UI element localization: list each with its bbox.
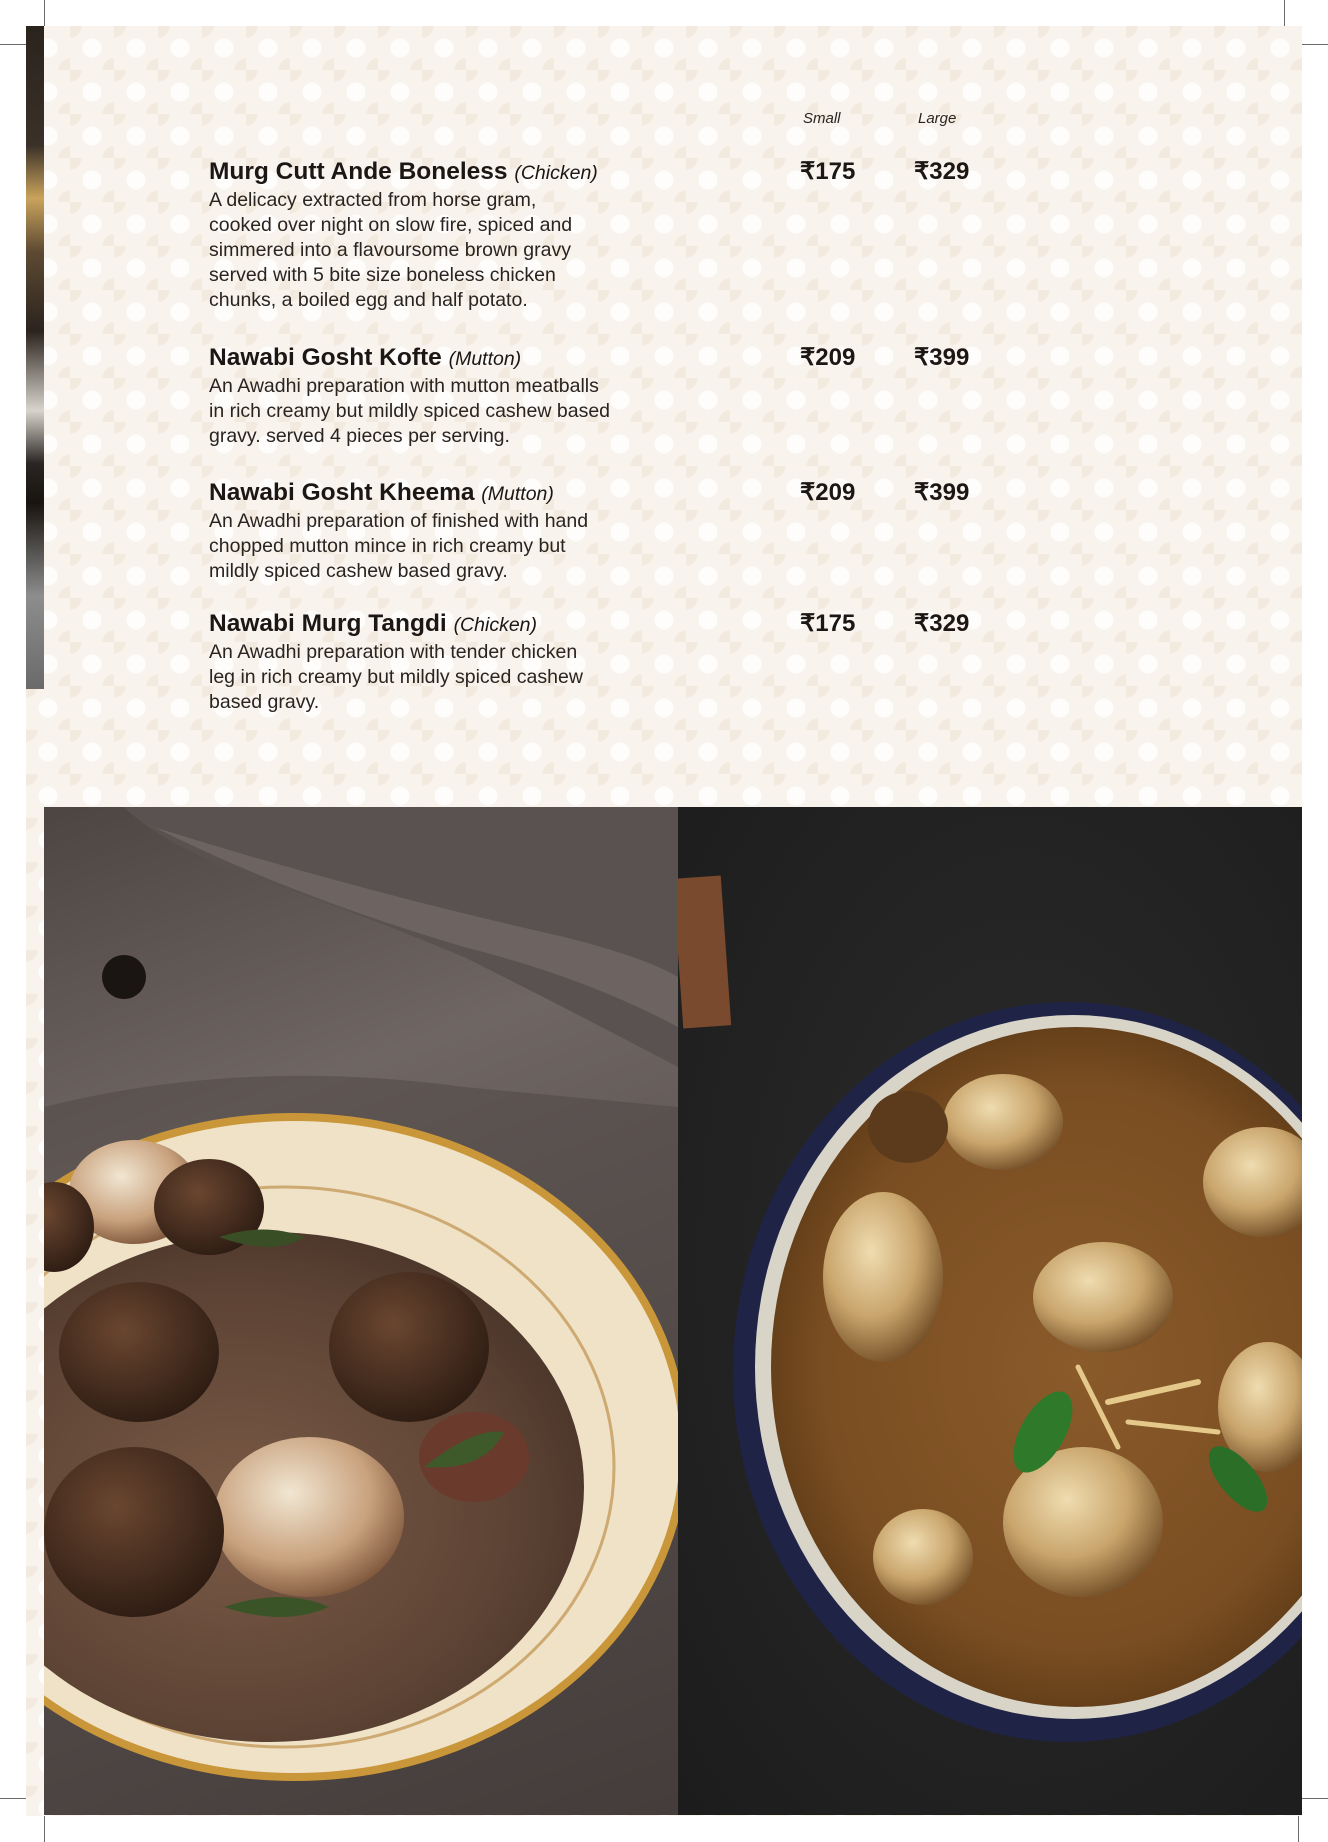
item-description-line: A delicacy extracted from horse gram, [209,189,537,211]
item-description-line: leg in rich creamy but mildly spiced cashew [209,666,583,688]
price-large: ₹399 [914,479,970,506]
price-small: ₹209 [800,479,856,506]
tangdi-curry-image [678,807,1302,1815]
item-description-line: served with 5 bite size boneless chicken [209,264,556,286]
kofte-and-egg-curry-image [44,807,678,1815]
item-title [209,157,769,188]
item-description [209,509,769,584]
crop-mark [1284,0,1285,26]
item-description-line: An Awadhi preparation of finished with hand [209,510,589,532]
item-description-line: based gravy. [209,691,320,713]
item-description-line: in rich creamy but mildly spiced cashew based [209,400,611,422]
item-title [209,478,769,509]
item-name: Nawabi Murg Tangdi [209,610,447,637]
price-large: ₹329 [914,610,970,637]
item-name: Nawabi Gosht Kheema [209,479,475,506]
item-meat-tag: (Chicken) [453,614,537,636]
crop-mark [0,1798,26,1799]
item-meat-tag: (Chicken) [514,162,598,184]
item-description [209,188,769,313]
column-header-large: Large [918,110,957,127]
menu-item [209,609,769,715]
item-description [209,640,769,715]
crop-mark [1302,44,1328,45]
crop-mark [0,44,26,45]
item-description-line: chopped mutton mince in rich creamy but [209,535,566,557]
item-meat-tag: (Mutton) [481,483,554,505]
price-small: ₹175 [800,610,856,637]
item-description-line: An Awadhi preparation with tender chicken [209,641,578,663]
adjacent-page-photo-edge [26,26,44,689]
item-description-line: simmered into a flavoursome brown gravy [209,239,571,261]
crop-mark [1302,1798,1328,1799]
item-name: Murg Cutt Ande Boneless [209,158,508,185]
item-title [209,609,769,640]
kofte-and-egg-curry-photo [44,807,678,1815]
price-large: ₹399 [914,344,970,371]
item-title [209,343,769,374]
crop-mark [44,1816,45,1842]
crop-mark [44,0,45,26]
price-small: ₹175 [800,158,856,185]
item-name: Nawabi Gosht Kofte [209,344,442,371]
item-description-line: cooked over night on slow fire, spiced and [209,214,573,236]
price-small: ₹209 [800,344,856,371]
menu-item [209,478,769,584]
item-description-line: gravy. served 4 pieces per serving. [209,425,510,447]
item-meat-tag: (Mutton) [448,348,522,370]
crop-mark [1298,1816,1299,1842]
item-description-line: mildly spiced cashew based gravy. [209,560,508,582]
item-description-line: chunks, a boiled egg and half potato. [209,289,528,311]
menu-item [209,343,769,449]
item-description-line: An Awadhi preparation with mutton meatballs [209,375,599,397]
column-header-small: Small [803,110,841,127]
tangdi-curry-photo [678,807,1302,1815]
menu-item [209,157,769,313]
item-description [209,374,769,449]
price-large: ₹329 [914,158,970,185]
